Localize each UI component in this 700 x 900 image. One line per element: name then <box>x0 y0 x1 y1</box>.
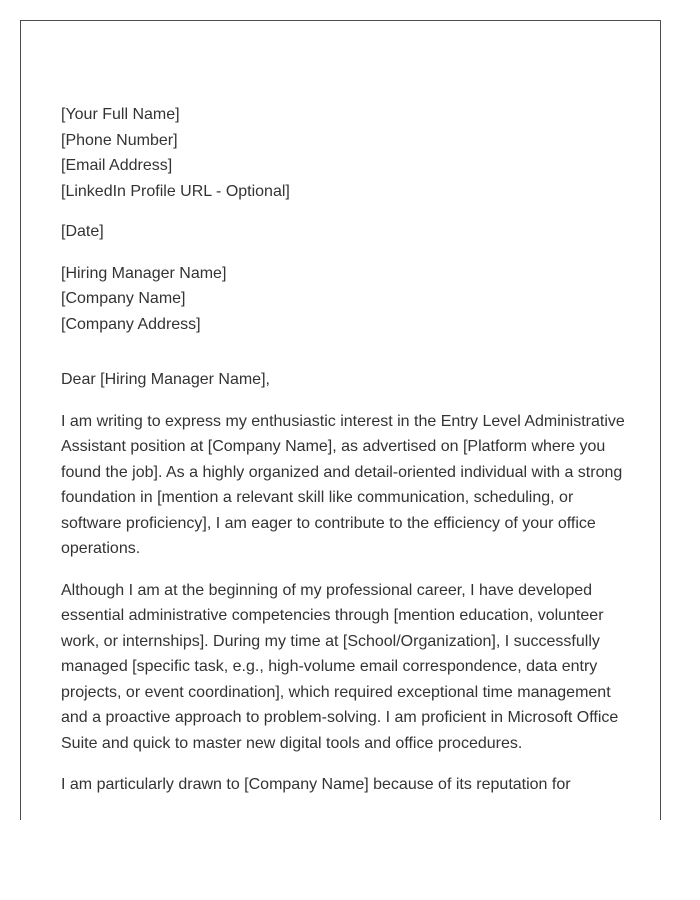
sender-linkedin: [LinkedIn Profile URL - Optional] <box>61 182 290 200</box>
paragraph-company-interest: I am particularly drawn to [Company Name] because of its reputation for <box>61 776 571 793</box>
sender-full-name: [Your Full Name] <box>61 106 180 123</box>
letter-content <box>61 102 631 814</box>
letter-date: [Date] <box>61 223 104 240</box>
sender-phone: [Phone Number] <box>61 131 178 149</box>
letter-page <box>20 20 661 820</box>
sender-info <box>61 102 631 204</box>
paragraph-intro: I am writing to express my enthusiastic interest in the Entry Level Administrative Assistant position at [Company Name], as advertised on [Platform where you found the job]. As a highly organized and detail-oriented individual with a strong foundation in [mention a relevant skill like communication, scheduling, or software proficiency], I am eager to contribute to the efficiency of your office operations. <box>61 412 625 557</box>
recipient-company: [Company Name] <box>61 290 186 307</box>
salutation: Dear [Hiring Manager Name], <box>61 371 270 388</box>
recipient-manager: [Hiring Manager Name] <box>61 264 227 282</box>
recipient-info <box>61 261 631 338</box>
paragraph-experience: Although I am at the beginning of my professional career, I have developed essential administrative competencies through [mention education, volunteer work, or internships]. During my time at [School/Organization], I successfully managed [specific task, e.g., high-volume email correspondence, data entry projects, or event coordination], which required exceptional time management and a proactive approach to problem-solving. I am proficient in Microsoft Office Suite and quick to master new digital tools and office procedures. <box>61 581 619 752</box>
sender-email: [Email Address] <box>61 157 173 174</box>
letter-date-block <box>61 219 631 245</box>
recipient-address: [Company Address] <box>61 315 201 333</box>
